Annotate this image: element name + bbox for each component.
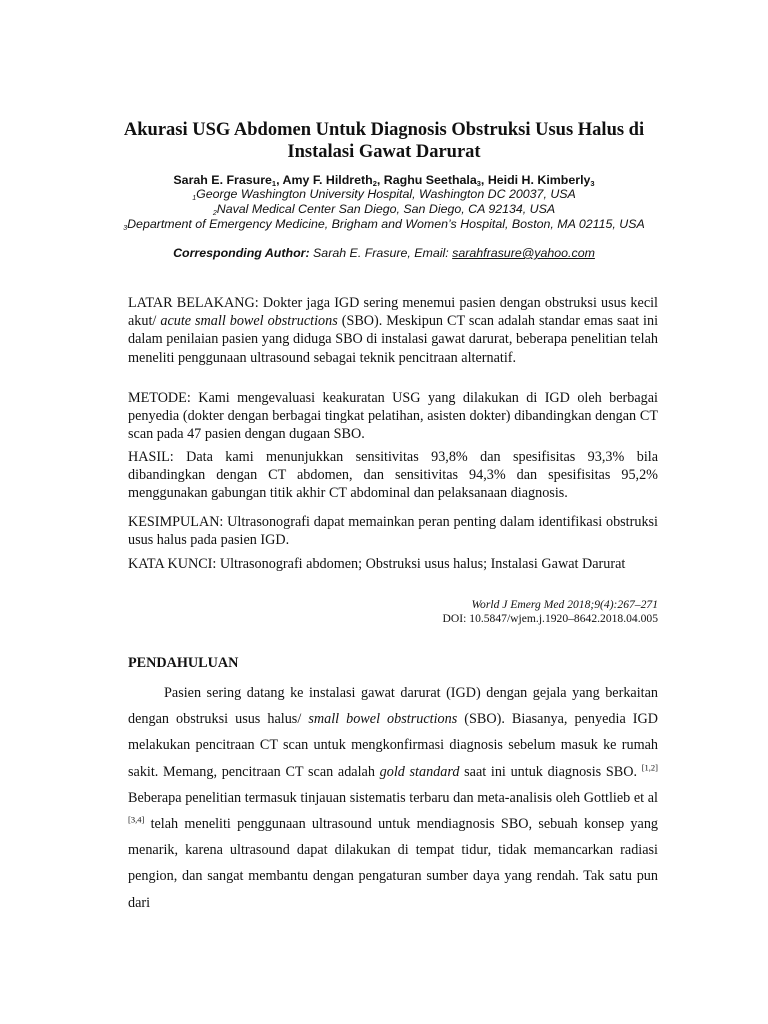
- doi: DOI: 10.5847/wjem.j.1920–8642.2018.04.005: [442, 612, 658, 625]
- intro-text: telah meneliti penggunaan ultrasound untuk mendiagnosis SBO, sebuah konsep yang menarik, karena ultrasound dapat dilakukan di tempat tidur, tidak memancarkan radiasi pengion, dan sangat membantu dengan pengaturan sumber daya yang rendah. Tak satu pun dari: [128, 816, 659, 911]
- intro-text: saat ini untuk diagnosis SBO.: [464, 763, 637, 780]
- author-separator: ,: [480, 173, 488, 187]
- intro-text: (SBO). Biasanya, penyedia IGD melakukan pencitraan CT scan untuk mengkonfirmasi diagnosis sebelum masuk ke rumah sakit. Memang, pencitraan CT scan adalah: [128, 711, 659, 780]
- reference-marker[interactable]: [1,2]: [641, 761, 658, 772]
- abstract-background-rest: (SBO). Meskipun CT scan adalah standar emas saat ini dalam penilaian pasien yang diduga SBO di instalasi gawat darurat, beberapa penelitian telah meneliti penggunaan ultrasound sebagai teknik pencitraan alternatif.: [128, 313, 659, 366]
- author-name: Heidi H. Kimberly: [487, 173, 591, 187]
- affiliation-3: [120, 217, 648, 235]
- affiliation-text: George Washington University Hospital, Washington DC 20037, USA: [196, 187, 576, 201]
- affiliation-number: 2: [212, 210, 217, 217]
- affiliation-number: 1: [192, 195, 197, 202]
- abstract-methods: METODE: Kami mengevaluasi keakuratan USG yang dilakukan di IGD oleh berbagai penyedia (dokter dengan berbagai tingkat pelatihan, asisten dokter) dibandingkan dengan CT scan pada 47 pasien dengan dugaan SBO.: [128, 390, 658, 443]
- abstract-background-lead: LATAR BELAKANG: Dokter jaga IGD sering menemui pasien dengan obstruksi usus kecil akut/: [128, 295, 658, 330]
- intro-italic-term: small bowel obstructions: [308, 711, 458, 728]
- affiliation-text: Department of Emergency Medicine, Brigham and Women’s Hospital, Boston, MA 02115, USA: [127, 217, 645, 231]
- abstract-background-italic: acute small bowel obstructions: [160, 313, 338, 330]
- reference-marker[interactable]: [3,4]: [128, 814, 145, 825]
- author-affiliation-number: 3: [476, 179, 481, 188]
- author-name: Amy F. Hildreth: [282, 173, 373, 187]
- author-name: Raghu Seethala: [383, 173, 477, 187]
- abstract-keywords: KATA KUNCI: Ultrasonografi abdomen; Obstruksi usus halus; Instalasi Gawat Darurat: [128, 556, 626, 572]
- section-heading: PENDAHULUAN: [128, 655, 239, 671]
- author-name: Sarah E. Frasure: [173, 173, 272, 187]
- intro-text: Beberapa penelitian termasuk tinjauan sistematis terbaru dan meta-analisis oleh Gottlieb et al: [128, 789, 658, 806]
- corresponding-author-label: Corresponding Author:: [173, 246, 310, 260]
- author-affiliation-number: 2: [372, 179, 377, 188]
- corresponding-author-text: Sarah E. Frasure, Email:: [313, 246, 449, 260]
- intro-paragraph: [128, 680, 658, 916]
- affiliation-text: Naval Medical Center San Diego, San Diego, CA 92134, USA: [216, 202, 556, 216]
- author-separator: ,: [376, 173, 384, 187]
- author-affiliation-number: 3: [590, 179, 595, 188]
- intro-italic-term: gold standard: [379, 763, 460, 780]
- abstract-conclusion: KESIMPULAN: Ultrasonografi dapat memainkan peran penting dalam identifikasi obstruksi usus halus pada pasien IGD.: [128, 514, 658, 549]
- affiliation-number: 3: [123, 225, 128, 232]
- author-affiliation-number: 1: [271, 179, 277, 188]
- abstract-background: [128, 294, 658, 367]
- journal-citation: World J Emerg Med 2018;9(4):267–271: [471, 598, 658, 611]
- corresponding-author: [100, 246, 668, 262]
- author-separator: ,: [276, 173, 283, 187]
- email-link[interactable]: sarahfrasure@yahoo.com: [452, 246, 595, 260]
- abstract-results: HASIL: Data kami menunjukkan sensitivitas 93,8% dan spesifisitas 93,3% bila dibandingkan dengan CT abdomen, dan sensitivitas 94,3% dan spesifisitas 95,2% menggunakan gabungan titik akhir CT abdominal dan pelaksanaan diagnosis.: [128, 449, 658, 502]
- paper-title: Akurasi USG Abdomen Untuk Diagnosis Obstruksi Usus Halus di Instalasi Gawat Darurat: [123, 120, 645, 162]
- intro-text: Pasien sering datang ke instalasi gawat darurat (IGD) dengan gejala yang berkaitan dengan obstruksi usus halus/: [128, 685, 658, 728]
